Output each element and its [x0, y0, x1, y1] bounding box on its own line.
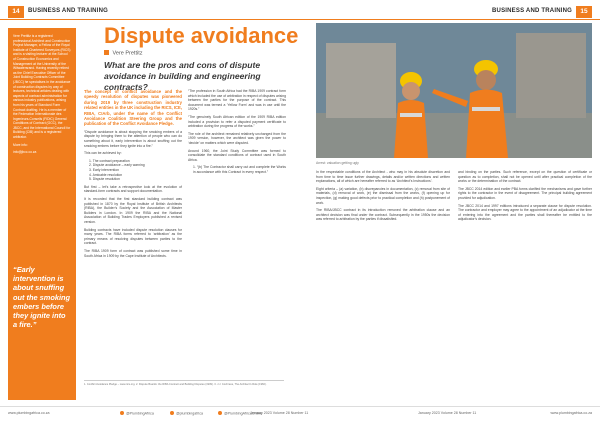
standfirst: What are the pros and cons of dispute avoidance in building and engineering contracts?: [104, 60, 261, 92]
footer-url-right[interactable]: www.plumbingafrica.co.za: [550, 411, 592, 415]
author-bio: Vere Prettitz is a registered professional Architect and Construction Project Manager, a Fellow of the Royal Institute of Chartered Surveyors (RICS) and is a visiting lecturer at the School of Construction Economics and Management at the University of the Witwatersrand. Having recently retired as the Chief Executive Officer of the Joint Building Contracts Committee (JBCC) he specialises in the avoidance of construction disputes by way of lectures, technical articles dealing with aspects of contract administration for various industry publications, arising from his years of Standard Form Contract drafting. He is a member of the Federation Internationale des Ingenieurs-Conseils (FIDIC) General Conditions of Contract (GCC), the JBCC, and the International Council for Building (CIB) and is a registered arbitrator.: [13, 34, 71, 140]
paragraph: “The genuinely South African edition of the 1909 RIBA edition included a provision to refer a disputed payment certificate to arbitration during the progress of the works.”: [188, 114, 286, 129]
page-number-left: 14: [8, 6, 24, 18]
byline-author: Vere Prettitz: [112, 50, 143, 57]
page-header: [0, 0, 600, 20]
more-info-email[interactable]: info@jbcc.co.za: [13, 150, 37, 155]
pull-quote: “Early intervention is about snuffing out the smoking embers before they ignite into a fire.”: [13, 265, 71, 330]
article-column-1: [84, 89, 182, 261]
paragraph: and binding on the parties. Such reference, except on the question of certificate or question as to completion, shall not be opened until after practical completion of the works or the determination of the contract.: [458, 170, 592, 184]
footer-social-linkedin[interactable]: @PlumbingAfricaOnline: [218, 411, 262, 415]
list-item: 3. Early intervention: [89, 168, 119, 172]
footer-issue-right: January 2023 Volume 28 Number 11: [418, 411, 477, 415]
paragraph: Around 1960, the Joint Study Committee was formed to consolidate the standard conditions of contract used in South Africa.: [188, 148, 286, 162]
article-title: Dispute avoidance: [104, 23, 299, 48]
paragraph: In the respectable conditions of the Architect - who may in his absolute discretion and from time to time issue further drawings, details and/or written directions and written explanations, all of which are hereafter referred to as ‘Architect’s Instructions’.: [316, 170, 450, 184]
footer-social-twitter[interactable]: @plumbingafrica: [170, 411, 203, 415]
paragraph: It is recorded that the first standard building contract was published in 1870 by the Royal Institute of British Architects (RIBA), the Builder’s Society and the Association of Master Builders in London. In 1909 the RIBA and the National Association of Building Trades Employers published a revised version.: [84, 196, 182, 224]
byline: [104, 50, 143, 57]
photo-illustration: [316, 23, 592, 158]
lead-paragraph: The concept of conflict avoidance and the speedy resolution of disputes was pioneered during 2019 by three construction industry related entities in the UK including the RICS, ICE, RIBA, CIArb, under the name of the Conflict Avoidance Coalition Steering Group and the publication of the Conflict Avoidance Pledge.: [84, 89, 182, 127]
paragraph: “Dispute avoidance is about stopping the smoking embers of a dispute by bringing them to the attention of people who can do something about it, early intervention is about snuffing out the smoking embers before they ignite into a fire.”: [84, 129, 182, 148]
footnotes: 1. Conflict Avoidance Pledge – www.rics.org. 2. Dispute Boards: the RIBA Contract and Building Disputes (1909). 3. J.J. Cochrane, The Architect’s Role (1960).: [84, 380, 284, 386]
list-item: 5. Dispute resolution: [89, 177, 120, 182]
list-item: 2. Dispute avoidance – early warning: [89, 163, 145, 168]
author-icon: [104, 50, 109, 55]
more-info-label: More info:: [13, 142, 28, 147]
paragraph: Eight criteria – (a) variation, (b) discrepancies in documentation, (c) removal from site of materials, (d) removal of work, (e) the dismissal from the works, (f) opening up for inspection, (g) making good defects prior to practical completion and (h) postponement of work.: [316, 186, 450, 205]
footer-issue-left: January 2023 Volume 28 Number 11: [250, 411, 309, 415]
page-footer: [0, 406, 600, 424]
author-bio-sidebar: [8, 28, 76, 400]
list-item: 1. The contract preparation: [89, 158, 130, 163]
paragraph: Building contracts have included dispute resolution clauses for many years. The RIBA forms referred to ‘arbitration’ as the primary means of resolving disputes between parties to the contract.: [84, 227, 182, 246]
paragraph: The RIBA 1909 form of contract was published some time in South Africa in 1909 by the Cape Institute of Architects.: [84, 248, 182, 258]
page-number-right: 15: [576, 6, 592, 18]
section-label-left: BUSINESS AND TRAINING: [28, 8, 108, 14]
paragraph: This can be achieved by:: [84, 151, 122, 156]
paragraph: The role of the architect remained relatively unchanged from the 1909 version, however, the architect was given the power to ‘decide’ on matters which were disputed.: [188, 131, 286, 145]
footer-url-left[interactable]: www.plumbingafrica.co.za: [8, 411, 50, 415]
list-item: 4. Amicable resolution: [89, 172, 123, 177]
footer-social-facebook[interactable]: @PlumbingAfrica: [120, 411, 154, 415]
paragraph: The JBCC 2014 edition and earlier PBA forms clarified the mechanisms and gave further rights to the contractor in the event of disagreement. The principal building agreement provided for adjudication.: [458, 186, 592, 200]
article-column-4: [458, 170, 592, 225]
facebook-icon: [120, 411, 124, 415]
list-item: 1. “(b) The Contractor shall carry out and complete the Works in accordance with this Contract in every respect.”: [193, 165, 286, 174]
paragraph: “The profession in South Africa had the RIBA 1909 contract form which included the use of arbitration in respect of disputes arising between the parties for the purpose of the contract. This document was termed a ‘Yellow Form’ and was in use until the 1920s.”: [188, 89, 287, 112]
section-label-right: BUSINESS AND TRAINING: [492, 8, 572, 14]
article-column-3: [316, 170, 450, 225]
linkedin-icon: [218, 411, 222, 415]
paragraph: But first – let’s take a retrospective look at the evolution of standard-form contracts and support documentation.: [84, 184, 182, 194]
twitter-icon: [170, 411, 174, 415]
photo-caption: Arrest: valuation getting ugly: [316, 161, 359, 165]
paragraph: The RIBA/JBCC contract in its introduction removed the arbitration clause and an architect decision was final under the contract. Subsequently in the 1950s the decision was referred to arbitration by the parties if dissatisfied.: [316, 208, 450, 222]
construction-workers-photo: [316, 23, 592, 158]
paragraph: The JBCC 2014 and 1997 editions introduced a separate clause for dispute resolution. The contractor and employer may agree to the appointment of an adjudicator at the time of entering into the agreement and the parties shall thereafter be entitled to the adjudicator’s decision.: [458, 203, 592, 222]
article-column-2: [188, 89, 286, 178]
